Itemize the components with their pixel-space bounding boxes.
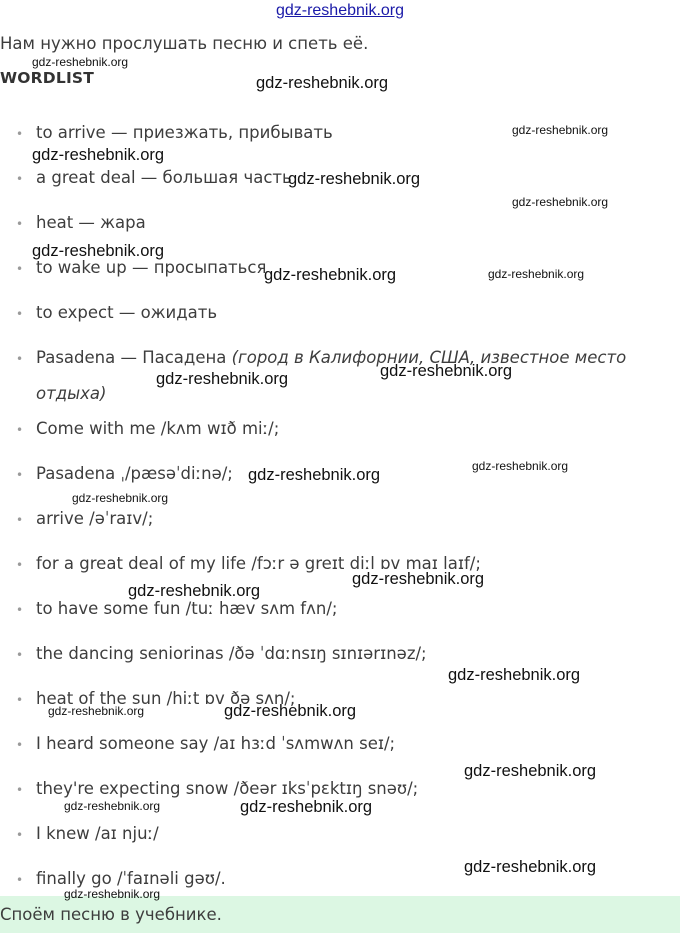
watermark: gdz-reshebnik.org	[156, 370, 289, 388]
bullet-icon: •	[16, 216, 24, 231]
watermark: gdz-reshebnik.org	[32, 242, 165, 260]
list-item	[16, 644, 427, 663]
watermark: gdz-reshebnik.org	[32, 146, 165, 164]
wordlist-heading: WORDLIST	[0, 69, 95, 87]
watermark: gdz-reshebnik.org	[128, 582, 261, 600]
list-item-text: I heard someone say /aɪ hɜːd ˈsʌmwʌn seɪ/;	[36, 734, 396, 753]
list-item-text: to arrive — приезжать, прибывать	[36, 123, 333, 142]
watermark: gdz-reshebnik.org	[64, 799, 161, 813]
watermark: gdz-reshebnik.org	[464, 762, 597, 780]
watermark: gdz-reshebnik.org	[380, 362, 513, 380]
list-item	[16, 123, 333, 142]
bullet-icon: •	[16, 261, 24, 276]
list-item-text: arrive /əˈraɪv/;	[36, 509, 154, 528]
list-item-text: a great deal — большая часть	[36, 168, 292, 187]
list-item-text: I knew /aɪ njuː/	[36, 824, 159, 843]
watermark: gdz-reshebnik.org	[448, 666, 581, 684]
bullet-icon: •	[16, 512, 24, 527]
list-item-text: to expect — ожидать	[36, 303, 218, 322]
bullet-icon: •	[16, 647, 24, 662]
list-item	[16, 168, 292, 187]
bullet-icon: •	[16, 782, 24, 797]
watermark: gdz-reshebnik.org	[512, 123, 609, 137]
list-item-text: to have some fun /tuː hæv sʌm fʌn/;	[36, 599, 338, 618]
list-item-text: they're expecting snow /ðeər ɪksˈpɛktɪŋ snəʊ/;	[36, 779, 419, 798]
list-item-text: heat — жара	[36, 213, 146, 232]
bullet-icon: •	[16, 692, 24, 707]
watermark: gdz-reshebnik.org	[64, 887, 161, 901]
bullet-icon: •	[16, 557, 24, 572]
watermark: gdz-reshebnik.org	[32, 55, 129, 69]
list-item-text: the dancing seniorinas /ðə ˈdɑːnsɪŋ sɪnɪərɪnəz/;	[36, 644, 427, 663]
list-item	[16, 779, 418, 798]
list-item-text: finally go /ˈfaɪnəli gəʊ/.	[36, 869, 226, 888]
list-item	[16, 509, 153, 528]
list-item	[16, 303, 217, 322]
bullet-icon: •	[16, 602, 24, 617]
watermark: gdz-reshebnik.org	[72, 491, 169, 505]
list-item	[16, 464, 233, 483]
watermark: gdz-reshebnik.org	[464, 858, 597, 876]
list-item-text: Pasadena ˌ/pæsəˈdiːnə/;	[36, 464, 233, 483]
site-header-link[interactable]: gdz-reshebnik.org	[275, 2, 405, 19]
watermark: gdz-reshebnik.org	[488, 267, 585, 281]
bullet-icon: •	[16, 171, 24, 186]
list-item-text: Come with me /kʌm wɪð miː/;	[36, 419, 280, 438]
watermark: gdz-reshebnik.org	[48, 704, 145, 718]
list-item-text: for a great deal of my life /fɔːr ə greɪt diːl ɒv maɪ laɪf/;	[36, 554, 481, 573]
watermark: gdz-reshebnik.org	[352, 570, 485, 588]
list-item-text: to wake up — просыпаться	[36, 258, 267, 277]
list-item	[16, 599, 337, 618]
bullet-icon: •	[16, 422, 24, 437]
list-item-text: Pasadena — Пасадена	[36, 348, 232, 367]
footer-text: Споём песню в учебнике.	[0, 905, 222, 924]
watermark: gdz-reshebnik.org	[224, 702, 357, 720]
watermark: gdz-reshebnik.org	[248, 466, 381, 484]
list-item	[16, 348, 626, 367]
bullet-icon: •	[16, 827, 24, 842]
list-item	[16, 869, 226, 888]
list-item	[16, 824, 159, 843]
list-item-text: heat of the sun /hiːt ɒv ðə sʌn/;	[36, 689, 296, 708]
watermark: gdz-reshebnik.org	[240, 798, 373, 816]
watermark: gdz-reshebnik.org	[264, 266, 397, 284]
bullet-icon: •	[16, 306, 24, 321]
list-item-note-continued: отдыха)	[36, 384, 107, 403]
list-item	[16, 419, 279, 438]
list-item-note: (город в Калифорнии, США, известное место	[231, 348, 627, 367]
list-item	[16, 213, 146, 232]
watermark: gdz-reshebnik.org	[288, 170, 421, 188]
watermark: gdz-reshebnik.org	[256, 74, 389, 92]
intro-text: Нам нужно прослушать песню и спеть её.	[0, 34, 369, 53]
list-item	[16, 734, 395, 753]
watermark: gdz-reshebnik.org	[472, 459, 569, 473]
bullet-icon: •	[16, 351, 24, 366]
bullet-icon: •	[16, 126, 24, 141]
bullet-icon: •	[16, 737, 24, 752]
watermark: gdz-reshebnik.org	[512, 195, 609, 209]
bullet-icon: •	[16, 467, 24, 482]
bullet-icon: •	[16, 872, 24, 887]
